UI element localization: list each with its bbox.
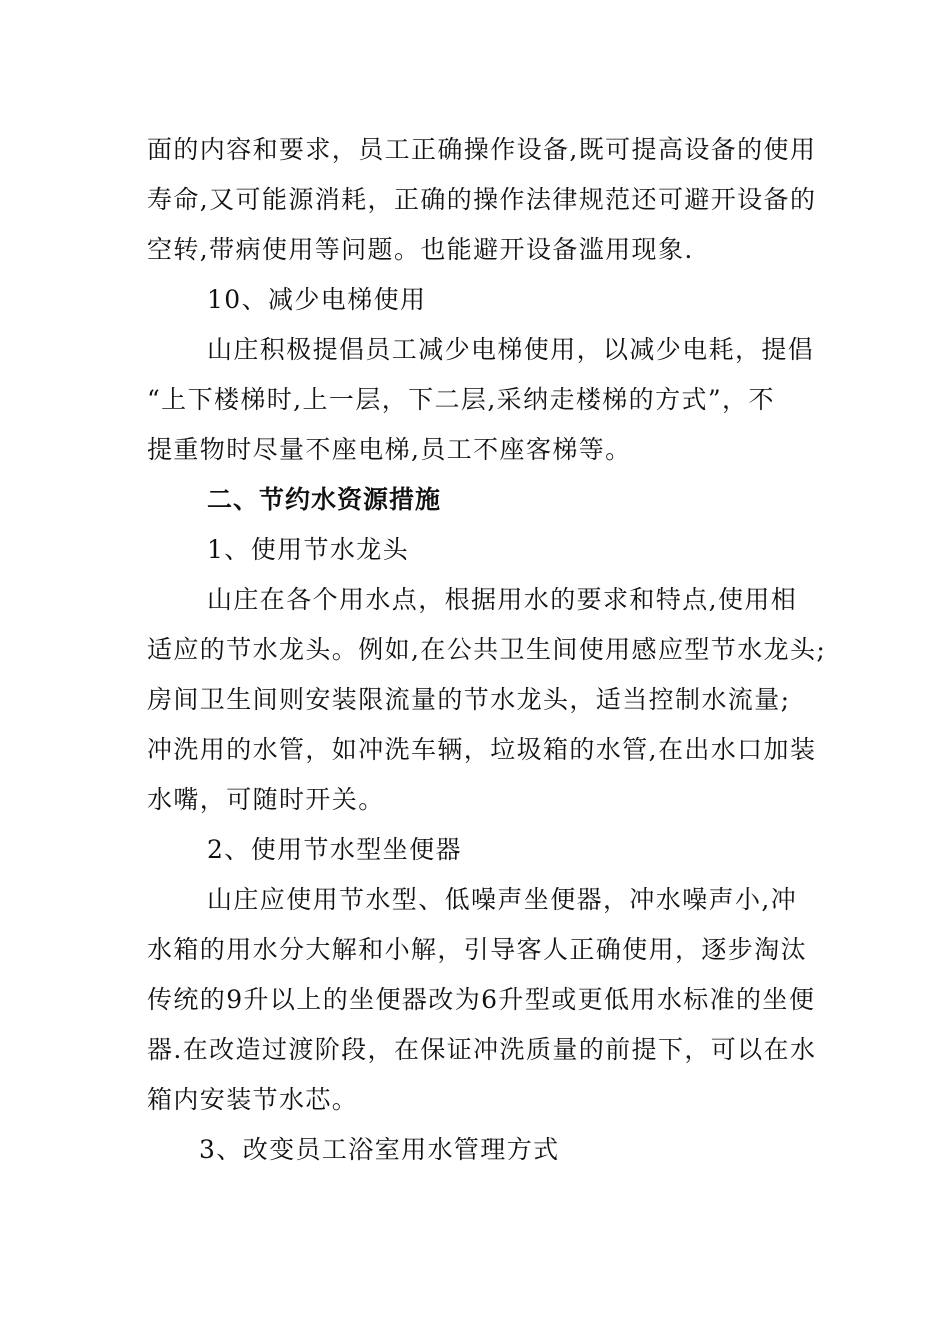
paragraph-line: 箱内安装节水芯。 xyxy=(147,1085,359,1114)
paragraph-line: 器.在改造过渡阶段，在保证冲洗质量的前提下，可以在水 xyxy=(147,1035,817,1064)
paragraph-line: 山庄应使用节水型、低噪声坐便器，冲水噪声小,冲 xyxy=(207,885,798,914)
paragraph-line: 水嘴，可随时开关。 xyxy=(147,785,385,814)
section-heading: 二、节约水资源措施 xyxy=(207,485,442,514)
paragraph-line: 房间卫生间则安装限流量的节水龙头，适当控制水流量; xyxy=(147,685,791,714)
subheading: 1、使用节水龙头 xyxy=(207,535,410,564)
paragraph-line: “上下楼梯时,上一层，下二层,采纳走楼梯的方式”，不 xyxy=(147,385,775,414)
paragraph-line: 山庄在各个用水点，根据用水的要求和特点,使用相 xyxy=(207,585,798,614)
paragraph-line: 传统的9升以上的坐便器改为6升型或更低用水标准的坐便 xyxy=(147,985,816,1014)
paragraph-line: 寿命,又可能源消耗，正确的操作法律规范还可避开设备的 xyxy=(147,185,817,214)
paragraph-line: 适应的节水龙头。例如,在公共卫生间使用感应型节水龙头; xyxy=(147,635,827,664)
subheading: 10、减少电梯使用 xyxy=(207,285,427,314)
paragraph-line: 空转,带病使用等问题。也能避开设备滥用现象. xyxy=(147,235,694,264)
paragraph-line: 水箱的用水分大解和小解，引导客人正确使用，逐步淘汰 xyxy=(147,935,808,964)
paragraph-line: 冲洗用的水管，如冲洗车辆，垃圾箱的水管,在出水口加装 xyxy=(147,735,817,764)
paragraph-line: 面的内容和要求，员工正确操作设备,既可提高设备的使用 xyxy=(147,135,817,164)
paragraph-line: 提重物时尽量不座电梯,员工不座客梯等。 xyxy=(147,435,632,464)
subheading: 3、改变员工浴室用水管理方式 xyxy=(199,1135,560,1164)
paragraph-line: 山庄积极提倡员工减少电梯使用，以减少电耗，提倡 xyxy=(207,335,815,364)
subheading: 2、使用节水型坐便器 xyxy=(207,835,462,864)
